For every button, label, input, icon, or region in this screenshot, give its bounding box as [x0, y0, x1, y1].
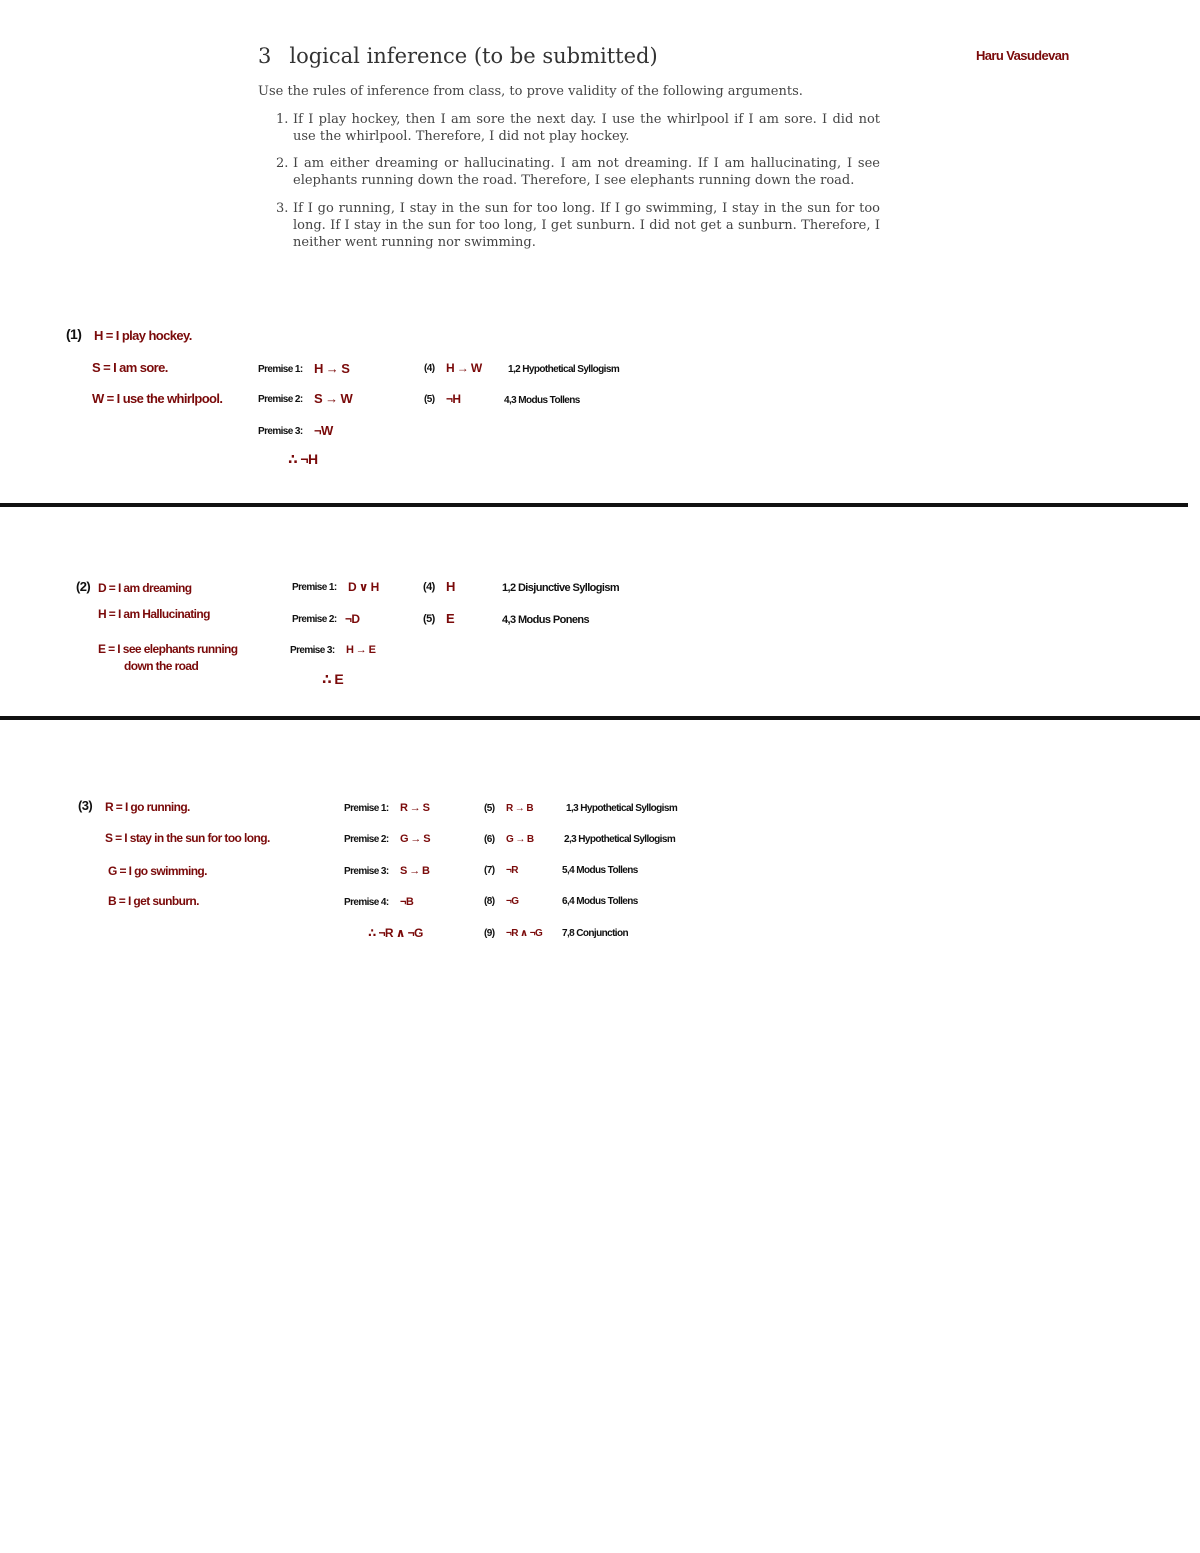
premise-label: Premise 4:: [344, 897, 389, 908]
definition: E = I see elephants running: [98, 642, 238, 656]
step-expr: ¬R ∧ ¬G: [506, 928, 543, 939]
step-reason: 7,8 Conjunction: [562, 928, 629, 939]
divider: [0, 503, 1188, 507]
problem-number: 1.: [276, 112, 289, 127]
definition: R = I go running.: [105, 800, 190, 814]
step-expr: ¬R: [506, 865, 518, 876]
step-reason: 4,3 Modus Tollens: [504, 395, 580, 406]
problem-text: I am either dreaming or hallucinating. I am not dreaming. If I am hallucinating, I see elephants running down the road. Therefore, I see elephants running down the road.: [293, 156, 880, 188]
problem-number: 2.: [276, 156, 289, 171]
step-expr: H: [446, 579, 455, 594]
problem-number: 3.: [276, 201, 289, 216]
step-reason: 6,4 Modus Tollens: [562, 896, 638, 907]
definition: S = I am sore.: [92, 360, 168, 375]
step-reason: 4,3 Modus Ponens: [502, 614, 589, 626]
problem-text: If I play hockey, then I am sore the next day. I use the whirlpool if I am sore. I did not use the whirlpool. Therefore, I did not play hockey.: [293, 112, 880, 144]
problem-1: [276, 111, 880, 145]
premise-expr: S → W: [314, 391, 353, 406]
section-title-text: logical inference (to be submitted): [289, 44, 658, 68]
step-number: (6): [484, 834, 495, 845]
divider: [0, 716, 1200, 720]
premise-label: Premise 3:: [290, 645, 335, 656]
step-expr: R → B: [506, 803, 534, 814]
premise-expr: H → S: [314, 361, 350, 376]
premise-expr: G → S: [400, 833, 431, 845]
problem-3: [276, 200, 880, 251]
premise-expr: S → B: [400, 865, 430, 877]
conclusion: ∴ E: [322, 671, 344, 687]
step-reason: 5,4 Modus Tollens: [562, 865, 638, 876]
premise-expr: R → S: [400, 802, 430, 814]
definition: down the road: [124, 659, 199, 673]
premise-expr: D ∨ H: [348, 580, 379, 594]
conclusion: ∴ ¬H: [288, 451, 318, 467]
section-number: 3: [258, 44, 272, 68]
step-expr: E: [446, 611, 455, 626]
definition: G = I go swimming.: [108, 864, 207, 878]
definition: H = I am Hallucinating: [98, 607, 210, 621]
section-intro: Use the rules of inference from class, to prove validity of the following arguments.: [258, 84, 803, 99]
premise-expr: ¬B: [400, 896, 414, 908]
step-number: (5): [423, 613, 435, 625]
answer-3-label: (3): [78, 798, 93, 813]
definition: H = I play hockey.: [94, 328, 192, 343]
step-number: (5): [484, 803, 495, 814]
answer-1-label: (1): [66, 326, 82, 342]
author-name: Haru Vasudevan: [976, 48, 1069, 63]
step-expr: G → B: [506, 834, 534, 845]
premise-label: Premise 1:: [258, 364, 303, 375]
step-expr: ¬H: [446, 392, 461, 406]
problem-2: [276, 155, 880, 189]
premise-label: Premise 2:: [258, 394, 303, 405]
step-expr: ¬G: [506, 896, 519, 907]
step-reason: 1,3 Hypothetical Syllogism: [566, 803, 678, 814]
definition: D = I am dreaming: [98, 581, 192, 595]
step-reason: 1,2 Hypothetical Syllogism: [508, 364, 620, 375]
step-number: (8): [484, 896, 495, 907]
definition: W = I use the whirlpool.: [92, 391, 223, 406]
step-number: (4): [424, 363, 435, 374]
step-number: (9): [484, 928, 495, 939]
premise-expr: ¬D: [345, 612, 360, 626]
premise-label: Premise 2:: [292, 614, 337, 625]
step-number: (5): [424, 394, 435, 405]
step-expr: H → W: [446, 361, 482, 375]
answer-2-label: (2): [76, 579, 91, 594]
premise-expr: ¬W: [314, 423, 333, 438]
step-number: (4): [423, 581, 435, 593]
premise-label: Premise 3:: [258, 426, 303, 437]
premise-label: Premise 1:: [344, 803, 389, 814]
premise-label: Premise 2:: [344, 834, 389, 845]
conclusion: ∴ ¬R ∧ ¬G: [368, 926, 423, 940]
step-reason: 2,3 Hypothetical Syllogism: [564, 834, 676, 845]
definition: B = I get sunburn.: [108, 894, 199, 908]
definition: S = I stay in the sun for too long.: [105, 831, 270, 845]
premise-label: Premise 3:: [344, 866, 389, 877]
problem-text: If I go running, I stay in the sun for too long. If I go swimming, I stay in the sun for too long. If I stay in the sun for too long, I get sunburn. I did not get a sunburn. Therefore, I neither went running nor swimming.: [293, 201, 880, 250]
section-title: [258, 44, 658, 68]
premise-expr: H → E: [346, 644, 376, 656]
step-number: (7): [484, 865, 495, 876]
step-reason: 1,2 Disjunctive Syllogism: [502, 582, 620, 594]
premise-label: Premise 1:: [292, 582, 337, 593]
